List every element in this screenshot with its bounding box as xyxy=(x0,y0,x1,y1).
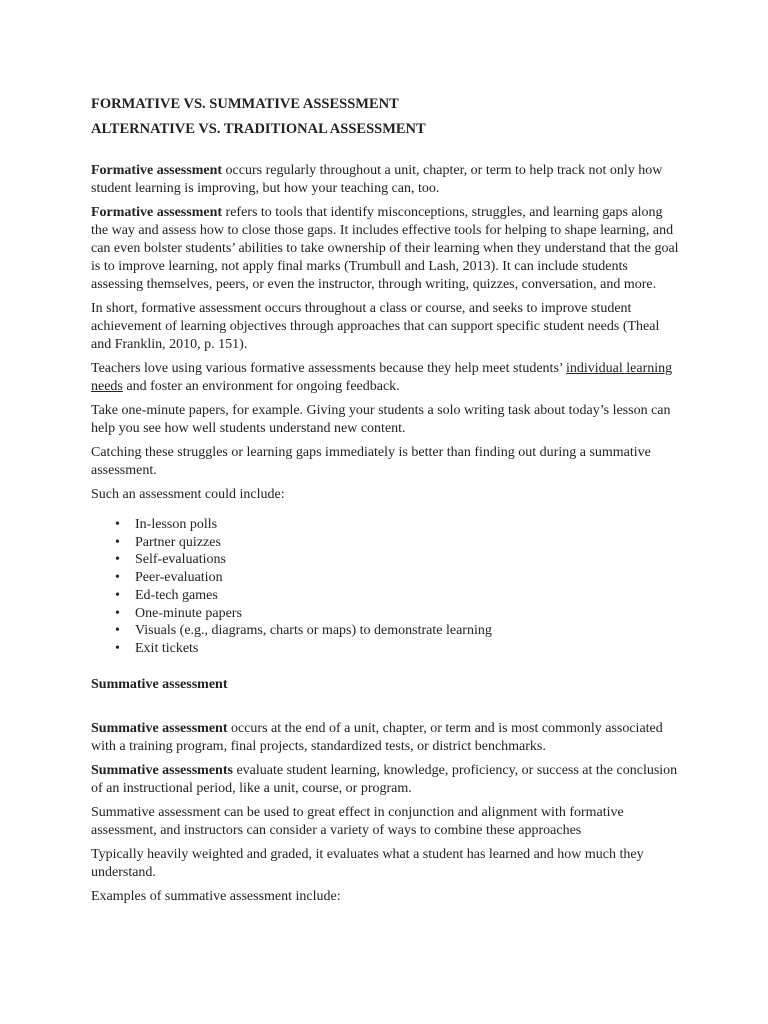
page-subtitle: ALTERNATIVE VS. TRADITIONAL ASSESSMENT xyxy=(91,121,426,137)
bold-term: Summative assessments xyxy=(91,762,233,778)
list-item xyxy=(115,516,679,534)
formative-paragraph-4 xyxy=(91,360,679,396)
summative-paragraph-5: Examples of summative assessment include: xyxy=(91,888,341,904)
bold-term: Formative assessment xyxy=(91,205,223,220)
list-item xyxy=(115,640,679,658)
bullet-icon: • xyxy=(115,605,120,621)
list-item xyxy=(115,534,679,552)
bullet-icon: • xyxy=(115,570,120,586)
list-item-text: Peer-evaluation xyxy=(135,570,223,586)
formative-paragraph-7: Such an assessment could include: xyxy=(91,487,285,502)
list-item-text: One-minute papers xyxy=(135,605,242,621)
formative-paragraph-3: In short, formative assessment occurs throughout a class or course, and seeks to improve student achievement of learning objectives through approaches that can support specific student needs (Theal and Franklin, 2010, p. 151). xyxy=(91,301,660,352)
bullet-icon: • xyxy=(115,587,120,603)
formative-paragraph-1 xyxy=(91,162,679,198)
bullet-icon: • xyxy=(115,640,120,656)
list-item xyxy=(115,587,679,605)
paragraph-text: Teachers love using various formative assessments because they help meet students’ xyxy=(91,361,567,376)
summative-paragraph-4: Typically heavily weighted and graded, it evaluates what a student has learned and how much they understand. xyxy=(91,846,644,880)
bullet-icon: • xyxy=(115,623,120,639)
bullet-icon: • xyxy=(115,517,120,532)
page-title: FORMATIVE VS. SUMMATIVE ASSESSMENT xyxy=(91,96,399,112)
list-item-text: Visuals (e.g., diagrams, charts or maps) to demonstrate learning xyxy=(135,623,492,639)
list-item xyxy=(115,605,679,623)
formative-examples-list xyxy=(91,516,679,658)
paragraph-text: evaluate student learning, knowledge, proficiency, or success at the conclusion of an instructional period, like a unit, course, or program. xyxy=(91,762,678,796)
list-item-text: Partner quizzes xyxy=(135,534,221,550)
list-item xyxy=(115,622,679,640)
individual-learning-needs-link[interactable]: individual learning needs xyxy=(91,361,673,394)
summative-paragraph-3: Summative assessment can be used to great effect in conjunction and alignment with formative assessment, and instructors can consider a variety of ways to combine these approaches xyxy=(91,804,624,838)
bullet-icon: • xyxy=(115,534,120,550)
list-item-text: Ed-tech games xyxy=(135,587,218,603)
summative-paragraph-1 xyxy=(91,720,679,756)
list-item-text: Exit tickets xyxy=(135,640,199,656)
bullet-icon: • xyxy=(115,552,120,568)
bold-term: Formative assessment xyxy=(91,163,223,178)
formative-paragraph-6: Catching these struggles or learning gaps immediately is better than finding out during a summative assessment. xyxy=(91,445,651,478)
summative-heading: Summative assessment xyxy=(91,676,228,692)
formative-paragraph-2 xyxy=(91,204,679,294)
formative-paragraph-5: Take one-minute papers, for example. Giving your students a solo writing task about today’s lesson can help you see how well students understand new content. xyxy=(91,403,671,436)
list-item xyxy=(115,551,679,569)
paragraph-text: occurs regularly throughout a unit, chapter, or term to help track not only how student learning is improving, but how your teaching can, too. xyxy=(91,163,663,196)
list-item xyxy=(115,569,679,587)
document-body xyxy=(91,162,679,912)
bold-term: Summative assessment xyxy=(91,720,228,736)
document-headings xyxy=(91,92,691,142)
paragraph-text: occurs at the end of a unit, chapter, or term and is most commonly associated with a training program, final projects, standardized tests, or district benchmarks. xyxy=(91,720,663,754)
paragraph-text: and foster an environment for ongoing feedback. xyxy=(122,379,400,394)
paragraph-text: refers to tools that identify misconceptions, struggles, and learning gaps along the way and assess how to close those gaps. It includes effective tools for helping to shape learning, and can even bolster students’ abilities to take ownership of their learning when they understand that the goal is to improve learning, not apply final marks (Trumbull and Lash, 2013). It can include students assessing themselves, peers, or even the instructor, through writing, quizzes, conversation, and more. xyxy=(91,205,679,292)
list-item-text: Self-evaluations xyxy=(135,552,226,568)
summative-paragraph-2 xyxy=(91,762,679,798)
list-item-text: In-lesson polls xyxy=(135,517,218,532)
